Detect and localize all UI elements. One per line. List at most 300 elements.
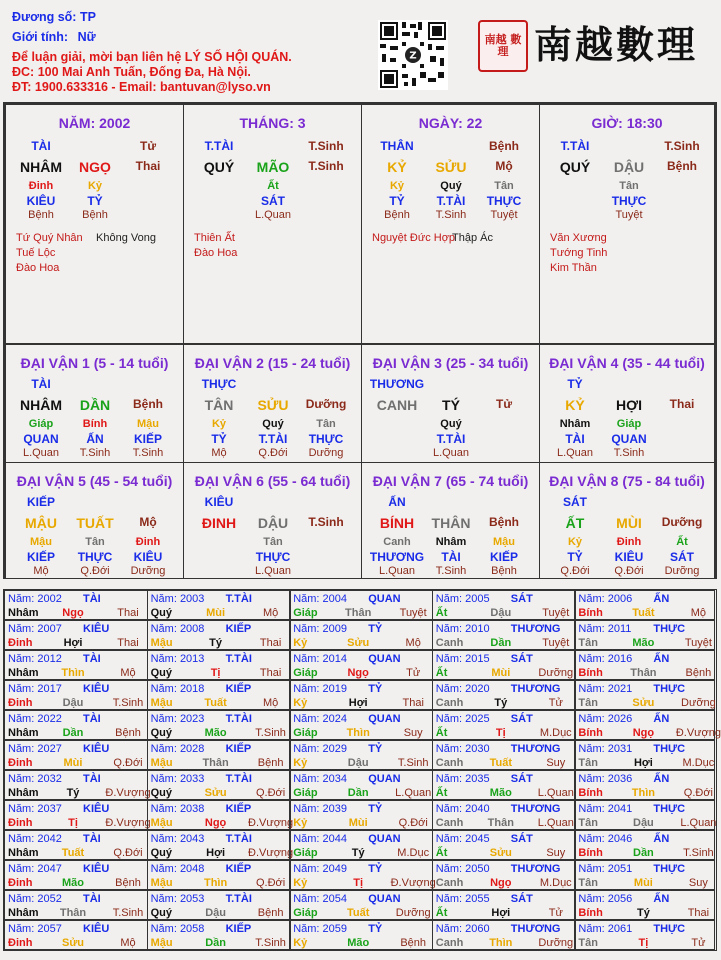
- symbolic-star: Tuế Lộc: [16, 247, 56, 259]
- luck-ten-god: THƯƠNG: [369, 377, 425, 391]
- year-life-stage: Mộ: [262, 607, 279, 619]
- year-ten-god: SÁT: [510, 893, 533, 905]
- year-prefix: Năm:: [293, 653, 323, 665]
- luck-hidden-ten-god: SÁT: [670, 550, 694, 564]
- year-label: [293, 743, 347, 755]
- year-branch: Ngọ: [347, 667, 369, 679]
- year-label: [151, 743, 205, 755]
- year-number: 2052: [37, 893, 62, 905]
- hidden-life-stage: Bệnh: [82, 209, 108, 221]
- year-prefix: Năm:: [8, 593, 38, 605]
- year-branch: Tý: [494, 697, 508, 709]
- year-label: [578, 803, 632, 815]
- luck-hidden-stem: Quý: [440, 418, 462, 430]
- year-prefix: Năm:: [150, 803, 180, 815]
- hidden-life-stage: L.Quan: [254, 209, 292, 221]
- year-stem: Quý: [150, 787, 172, 799]
- year-stem: Ất: [435, 847, 448, 859]
- year-prefix: Năm:: [8, 653, 38, 665]
- year-stem: Giáp: [293, 667, 318, 679]
- phone-email-line: ĐT: 1900.633316 - Email: bantuvan@lyso.vn: [12, 80, 271, 94]
- ten-god-secondary: Bệnh: [489, 139, 519, 153]
- year-life-stage: Thai: [402, 697, 424, 709]
- year-ten-god: KIÊU: [83, 863, 110, 875]
- luck-ten-god: SÁT: [563, 495, 587, 509]
- year-cell: [289, 620, 433, 650]
- year-branch: Ngọ: [204, 817, 227, 829]
- year-branch: Mùi: [633, 877, 653, 889]
- year-stem: Mậu: [150, 877, 173, 889]
- symbolic-star: Kim Thần: [550, 262, 597, 274]
- year-ten-god: THƯƠNG: [510, 743, 561, 755]
- year-prefix: Năm:: [578, 863, 608, 875]
- luck-hidden-ten-god: ẤN: [86, 432, 104, 446]
- year-prefix: Năm:: [8, 773, 38, 785]
- year-stem: Bính: [578, 607, 603, 619]
- year-ten-god: TỶ: [368, 803, 383, 815]
- year-prefix: Năm:: [150, 713, 180, 725]
- year-number: 2034: [322, 773, 348, 785]
- year-stem: Tân: [578, 697, 598, 709]
- year-cell: [147, 800, 294, 830]
- luck-title: ĐẠI VẬN 3 (25 - 34 tuổi): [372, 355, 529, 371]
- year-cell: [574, 830, 715, 860]
- year-cell: [4, 680, 148, 710]
- year-ten-god: ẤN: [653, 833, 670, 845]
- year-ten-god: TÀI: [83, 653, 101, 665]
- ten-god-label: TÀI: [31, 139, 51, 153]
- year-cell: [4, 620, 148, 650]
- year-stem: Bính: [578, 907, 603, 919]
- luck-hidden-stem: Tân: [85, 536, 105, 548]
- year-label: [578, 653, 632, 665]
- luck-stem: KỶ: [565, 397, 585, 413]
- luck-ten-god: TÀI: [31, 377, 51, 391]
- luck-branch: TÝ: [442, 397, 460, 413]
- luck-branch: TUẤT: [76, 515, 114, 531]
- year-life-stage: Tử: [548, 697, 563, 709]
- year-ten-god: KIẾP: [225, 803, 252, 815]
- luck-stem: MẬU: [25, 515, 57, 531]
- symbolic-star: Tướng Tinh: [550, 247, 608, 259]
- year-label: [578, 683, 632, 695]
- year-label: [151, 833, 205, 845]
- luck-hidden-life-stage: Q.Đới: [560, 565, 590, 577]
- year-prefix: Năm:: [150, 923, 180, 935]
- year-number: 2035: [465, 773, 490, 785]
- year-cell: [289, 890, 433, 920]
- year-life-stage: Đ.Vượng: [675, 727, 721, 739]
- year-label: [8, 713, 62, 725]
- year-stem: Tân: [578, 877, 598, 889]
- year-label: [151, 863, 205, 875]
- year-branch: Thân: [345, 607, 372, 619]
- year-number: 2045: [465, 833, 490, 845]
- year-life-stage: Mộ: [262, 697, 279, 709]
- year-life-stage: Thai: [117, 637, 139, 649]
- year-label: [436, 653, 490, 665]
- year-branch: Thân: [202, 757, 229, 769]
- life-stage: Thai: [135, 159, 161, 173]
- year-label: [8, 893, 62, 905]
- year-prefix: Năm:: [293, 893, 323, 905]
- year-number: 2057: [37, 923, 62, 935]
- year-branch: Thân: [59, 907, 87, 919]
- qr-code-icon: [378, 20, 448, 90]
- year-label: [8, 833, 62, 845]
- hidden-stem: Kỷ: [389, 180, 405, 192]
- year-life-stage: Bệnh: [257, 907, 284, 919]
- year-number: 2054: [322, 893, 348, 905]
- year-prefix: Năm:: [8, 743, 38, 755]
- year-prefix: Năm:: [578, 653, 608, 665]
- year-stem: Nhâm: [8, 787, 39, 799]
- year-ten-god: TỶ: [368, 863, 383, 875]
- year-stem: Đinh: [8, 877, 33, 889]
- year-branch: Sửu: [632, 697, 655, 709]
- year-label: [8, 623, 62, 635]
- year-life-stage: Tử: [548, 907, 563, 919]
- year-branch: Dần: [205, 937, 226, 949]
- year-life-stage: Thai: [117, 607, 139, 619]
- year-branch: Mão: [347, 937, 370, 949]
- year-ten-god: TỶ: [368, 623, 383, 635]
- year-label: [293, 653, 347, 665]
- year-life-stage: Đ.Vượng: [105, 817, 151, 829]
- year-stem: Kỷ: [293, 697, 308, 709]
- year-life-stage: L.Quan: [537, 787, 574, 799]
- luck-ten-god: KIÊU: [204, 495, 234, 509]
- year-prefix: Năm:: [435, 683, 466, 695]
- luck-ten-god: ẤN: [388, 495, 406, 509]
- year-label: [8, 593, 62, 605]
- year-number: 2048: [179, 863, 205, 875]
- year-prefix: Năm:: [435, 713, 466, 725]
- year-number: 2017: [37, 683, 62, 695]
- year-branch: Thìn: [489, 937, 513, 949]
- year-life-stage: T.Sinh: [112, 907, 144, 919]
- luck-hidden-ten-god: THỰC: [308, 432, 344, 446]
- year-cell: [147, 650, 291, 680]
- year-cell: [289, 710, 433, 740]
- luck-life-stage: Dưỡng: [305, 397, 347, 411]
- year-cell: [147, 770, 291, 800]
- year-label: [578, 623, 631, 635]
- year-branch: Dậu: [490, 607, 512, 619]
- year-stem: Nhâm: [8, 727, 39, 739]
- year-life-stage: L.Quan: [537, 817, 574, 829]
- year-number: 2046: [607, 833, 633, 845]
- year-stem: Kỷ: [293, 817, 308, 829]
- year-ten-god: ẤN: [653, 893, 670, 905]
- year-label: [8, 653, 62, 665]
- year-ten-god: THỰC: [653, 623, 686, 635]
- year-branch: Dần: [490, 637, 512, 649]
- luck-hidden-stem: Tân: [316, 418, 336, 430]
- luck-pillar-cell: [539, 344, 715, 463]
- luck-hidden-stem: Mậu: [493, 536, 515, 548]
- year-life-stage: M.Dục: [539, 877, 572, 889]
- year-cell: [147, 590, 291, 620]
- hidden-ten-god: TỶ: [87, 194, 103, 208]
- year-stem: Kỷ: [293, 937, 308, 949]
- year-prefix: Năm:: [578, 923, 608, 935]
- year-label: [578, 863, 632, 875]
- year-ten-god: THƯƠNG: [510, 923, 561, 935]
- year-branch: Sửu: [489, 847, 512, 859]
- luck-hidden-life-stage: L.Quan: [22, 447, 60, 459]
- year-cell: [432, 650, 576, 680]
- brand-calligraphy: 南越數理: [534, 22, 699, 67]
- year-branch: Ngọ: [632, 727, 655, 739]
- year-stem: Ất: [435, 787, 448, 799]
- year-stem: Bính: [578, 727, 603, 739]
- year-ten-god: ẤN: [653, 593, 670, 605]
- year-prefix: Năm:: [8, 623, 38, 635]
- year-prefix: Năm:: [293, 863, 323, 875]
- year-label: [8, 773, 62, 785]
- year-prefix: Năm:: [435, 923, 466, 935]
- year-number: 2050: [465, 863, 490, 875]
- year-branch: Tý: [66, 787, 80, 799]
- year-prefix: Năm:: [8, 683, 38, 695]
- year-life-stage: Mộ: [405, 637, 421, 649]
- luck-hidden-stem: Đinh: [616, 536, 642, 548]
- year-branch: Tý: [351, 847, 365, 859]
- year-number: 2029: [322, 743, 348, 755]
- luck-stem: ĐINH: [201, 515, 237, 531]
- year-label: [436, 713, 490, 725]
- year-branch: Ngọ: [62, 607, 84, 619]
- year-branch: Tị: [210, 667, 221, 679]
- earthly-branch: NGỌ: [79, 159, 111, 175]
- year-life-stage: T.Sinh: [255, 937, 286, 949]
- year-number: 2056: [607, 893, 633, 905]
- year-branch: Dậu: [62, 697, 84, 709]
- year-branch: Ngọ: [490, 877, 512, 889]
- year-stem: Giáp: [293, 727, 318, 739]
- year-life-stage: Tuyệt: [542, 607, 570, 619]
- year-stem: Nhâm: [8, 907, 39, 919]
- year-ten-god: T.TÀI: [225, 713, 252, 725]
- year-cell: [432, 920, 576, 950]
- hidden-life-stage: Tuyệt: [490, 209, 518, 221]
- year-prefix: Năm:: [435, 773, 466, 785]
- year-number: 2042: [37, 833, 62, 845]
- year-ten-god: KIẾP: [225, 923, 252, 935]
- hidden-stem: Đinh: [28, 180, 54, 192]
- year-prefix: Năm:: [8, 863, 38, 875]
- year-prefix: Năm:: [293, 923, 323, 935]
- year-stem: Quý: [150, 607, 172, 619]
- year-stem: Canh: [435, 937, 464, 949]
- hidden-ten-god: TỶ: [389, 194, 405, 208]
- year-life-stage: Suy: [546, 757, 566, 769]
- luck-stem: TÂN: [204, 397, 234, 413]
- life-stage: Mộ: [495, 159, 513, 173]
- ten-god-secondary: Tử: [139, 139, 157, 153]
- year-label: [436, 683, 490, 695]
- year-cell: [4, 770, 151, 800]
- year-stem: Quý: [150, 847, 172, 859]
- year-ten-god: THƯƠNG: [510, 683, 561, 695]
- year-label: [436, 623, 490, 635]
- year-stem: Canh: [435, 757, 464, 769]
- year-number: 2041: [607, 803, 633, 815]
- year-cell: [4, 740, 148, 770]
- year-branch: Mão: [204, 727, 227, 739]
- year-branch: Sửu: [61, 937, 85, 949]
- year-prefix: Năm:: [578, 893, 608, 905]
- ten-god-label: T.TÀI: [204, 139, 234, 153]
- year-branch: Mùi: [206, 607, 226, 619]
- year-cell: [574, 710, 721, 740]
- year-ten-god: THỰC: [653, 923, 686, 935]
- year-number: 2013: [179, 653, 205, 665]
- year-prefix: Năm:: [150, 683, 180, 695]
- year-label: [151, 653, 205, 665]
- year-label: [578, 893, 632, 905]
- year-number: 2053: [179, 893, 205, 905]
- heavenly-stem: QUÝ: [559, 159, 591, 175]
- year-ten-god: SÁT: [510, 713, 533, 725]
- year-ten-god: THỰC: [653, 743, 686, 755]
- year-label: [8, 803, 62, 815]
- luck-stem: ẤT: [565, 515, 585, 531]
- year-stem: Ất: [435, 907, 448, 919]
- luck-hidden-ten-god: TỶ: [567, 550, 583, 564]
- year-cell: [4, 590, 148, 620]
- year-life-stage: M.Dục: [539, 727, 572, 739]
- year-branch: Thìn: [631, 787, 655, 799]
- year-life-stage: Q.Đới: [255, 877, 286, 889]
- year-label: [151, 623, 205, 635]
- hidden-life-stage: T.Sinh: [435, 209, 467, 221]
- year-cell: [289, 800, 433, 830]
- year-number: 2058: [179, 923, 205, 935]
- year-life-stage: Q.Đới: [683, 787, 713, 799]
- year-stem: Đinh: [8, 937, 33, 949]
- year-label: [436, 863, 490, 875]
- year-life-stage: T.Sinh: [112, 697, 144, 709]
- luck-hidden-ten-god: THỰC: [77, 550, 113, 564]
- symbolic-star: Đào Hoa: [194, 247, 238, 259]
- year-stem: Quý: [150, 727, 172, 739]
- year-cell: [432, 800, 576, 830]
- year-stem: Bính: [578, 847, 603, 859]
- luck-hidden-stem: Giáp: [616, 418, 642, 430]
- earthly-branch: MÃO: [256, 159, 290, 175]
- year-number: 2015: [465, 653, 490, 665]
- year-ten-god: T.TÀI: [225, 773, 252, 785]
- year-ten-god: THỰC: [653, 683, 686, 695]
- year-prefix: Năm:: [8, 713, 38, 725]
- year-branch: Mão: [489, 787, 512, 799]
- luck-hidden-ten-god: KIÊU: [133, 550, 163, 564]
- year-cell: [147, 740, 291, 770]
- luck-pillar-cell: [5, 344, 184, 463]
- year-prefix: Năm:: [578, 833, 608, 845]
- year-life-stage: Dưỡng: [681, 697, 716, 709]
- year-stem: Ất: [435, 667, 448, 679]
- luck-ten-god: KIẾP: [26, 495, 56, 509]
- luck-pillar-cell: [361, 344, 540, 463]
- year-cell: [4, 890, 148, 920]
- year-number: 2014: [322, 653, 348, 665]
- year-prefix: Năm:: [8, 803, 38, 815]
- year-cell: [147, 620, 291, 650]
- year-prefix: Năm:: [578, 593, 608, 605]
- luck-hidden-life-stage: L.Quan: [254, 565, 292, 577]
- year-life-stage: Bệnh: [257, 757, 284, 769]
- luck-branch: MÙI: [616, 515, 642, 531]
- year-ten-god: QUAN: [368, 893, 401, 905]
- year-cell: [432, 830, 576, 860]
- year-life-stage: Tử: [406, 667, 421, 679]
- year-label: [293, 833, 347, 845]
- year-label: [578, 773, 632, 785]
- year-life-stage: Tuyệt: [542, 637, 570, 649]
- year-branch: Thân: [487, 817, 514, 829]
- year-number: 2060: [465, 923, 490, 935]
- year-branch: Dậu: [205, 907, 226, 919]
- year-prefix: Năm:: [150, 743, 180, 755]
- year-cell: [4, 830, 148, 860]
- year-branch: Thân: [630, 667, 657, 679]
- year-life-stage: Dưỡng: [538, 937, 574, 949]
- year-stem: Bính: [578, 787, 603, 799]
- year-ten-god: TÀI: [83, 773, 101, 785]
- luck-title: ĐẠI VẬN 1 (5 - 14 tuổi): [20, 355, 169, 371]
- year-stem: Giáp: [293, 847, 318, 859]
- year-stem: Kỷ: [293, 637, 308, 649]
- year-ten-god: KIÊU: [83, 803, 110, 815]
- year-life-stage: Tử: [691, 937, 706, 949]
- year-stem: Bính: [578, 667, 603, 679]
- year-number: 2019: [322, 683, 348, 695]
- luck-hidden-life-stage: Bệnh: [491, 565, 517, 577]
- luck-hidden-stem: Tân: [263, 536, 283, 548]
- pillar-cell: [5, 104, 184, 344]
- year-prefix: Năm:: [150, 863, 180, 875]
- year-stem: Ất: [435, 607, 448, 619]
- luck-hidden-stem: Mậu: [30, 536, 52, 548]
- year-number: 2038: [179, 803, 205, 815]
- year-prefix: Năm:: [435, 833, 466, 845]
- year-cell: [289, 590, 433, 620]
- year-cell: [574, 650, 715, 680]
- year-number: 2027: [37, 743, 62, 755]
- year-cell: [574, 770, 715, 800]
- year-stem: Đinh: [8, 637, 33, 649]
- life-stage: Bệnh: [667, 159, 697, 173]
- year-cell: [574, 590, 715, 620]
- year-ten-god: THƯƠNG: [510, 623, 561, 635]
- symbolic-star: Nguyệt Đức Hợp: [372, 232, 456, 244]
- hidden-stem: Tân: [619, 180, 639, 192]
- luck-life-stage: T.Sinh: [308, 515, 344, 529]
- symbolic-star: Văn Xương: [550, 232, 607, 244]
- earthly-branch: SỬU: [435, 159, 467, 175]
- year-prefix: Năm:: [435, 623, 466, 635]
- year-branch: Tị: [353, 877, 364, 889]
- luck-hidden-life-stage: T.Sinh: [79, 447, 111, 459]
- year-cell: [147, 920, 291, 950]
- year-number: 2036: [607, 773, 633, 785]
- year-branch: Mão: [62, 877, 84, 889]
- year-branch: Dậu: [633, 817, 654, 829]
- hidden-stem: Tân: [494, 180, 514, 192]
